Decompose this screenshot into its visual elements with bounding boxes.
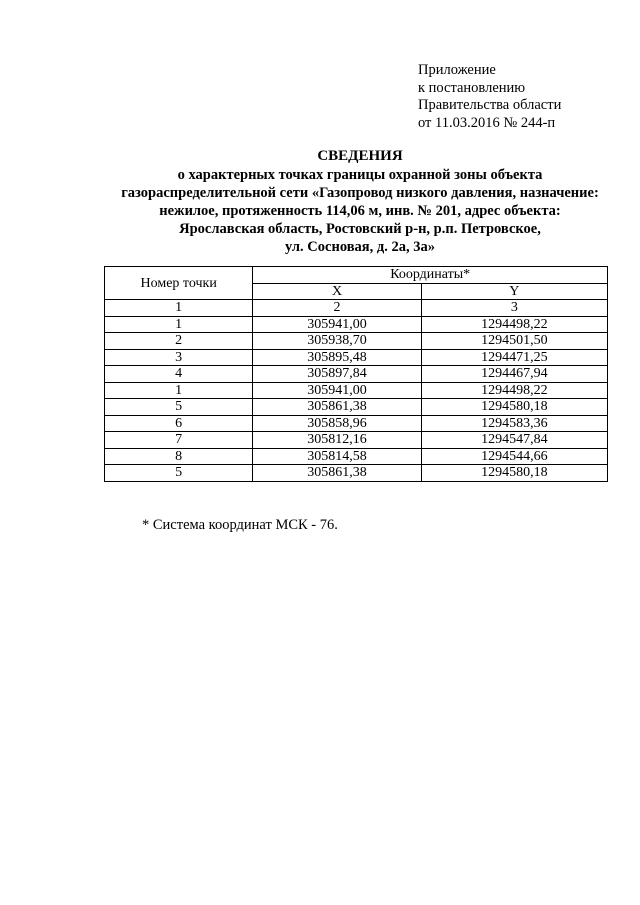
table-row [105,448,608,465]
cell-x: 305812,16 [253,432,421,449]
appendix-line: Правительства области [418,97,562,113]
cell-y: 1294501,50 [421,333,607,350]
appendix-line: Приложение [418,62,496,78]
title-line: газораспределительной сети «Газопровод низкого давления, назначение: [121,185,599,201]
appendix-note [418,62,561,132]
coordinates-table [104,266,608,482]
cell-x: 305861,38 [253,465,421,482]
cell-point-number: 1 [105,382,253,399]
cell-y: 1294580,18 [421,399,607,416]
cell-y: 1294583,36 [421,415,607,432]
table-row [105,333,608,350]
cell-y: 1294467,94 [421,366,607,383]
cell-point-number: 8 [105,448,253,465]
column-number-row [105,300,608,317]
title-line: ул. Сосновая, д. 2а, 3а» [285,239,435,255]
header-y: Y [421,283,607,300]
table-header-row [105,267,608,284]
column-number: 1 [105,300,253,317]
footnote: * Система координат МСК - 76. [142,517,338,533]
table-row [105,415,608,432]
title-line: Ярославская область, Ростовский р-н, р.п. Петровское, [179,221,541,237]
header-coordinates: Координаты* [253,267,608,284]
column-number: 3 [421,300,607,317]
cell-point-number: 5 [105,465,253,482]
cell-y: 1294580,18 [421,465,607,482]
cell-point-number: 7 [105,432,253,449]
table-row [105,366,608,383]
header-x: X [253,283,421,300]
table-row [105,382,608,399]
cell-y: 1294547,84 [421,432,607,449]
cell-point-number: 3 [105,349,253,366]
cell-x: 305814,58 [253,448,421,465]
table-row [105,432,608,449]
cell-point-number: 1 [105,316,253,333]
table-row [105,349,608,366]
cell-x: 305941,00 [253,316,421,333]
column-number: 2 [253,300,421,317]
appendix-line: от 11.03.2016 № 244-п [418,114,556,131]
appendix-line: к постановлению [418,79,526,96]
title-heading: СВЕДЕНИЯ [317,148,403,164]
cell-y: 1294471,25 [421,349,607,366]
header-point-number: Номер точки [105,267,253,300]
cell-y: 1294498,22 [421,316,607,333]
cell-x: 305897,84 [253,366,421,383]
cell-x: 305858,96 [253,415,421,432]
title-line: нежилое, протяженность 114,06 м, инв. № 201, адрес объекта: [159,203,561,219]
table-row [105,399,608,416]
cell-y: 1294544,66 [421,448,607,465]
cell-point-number: 2 [105,333,253,350]
cell-point-number: 6 [105,415,253,432]
cell-x: 305895,48 [253,349,421,366]
document-title [95,147,625,256]
cell-point-number: 4 [105,366,253,383]
table-row [105,316,608,333]
cell-point-number: 5 [105,399,253,416]
cell-x: 305938,70 [253,333,421,350]
cell-y: 1294498,22 [421,382,607,399]
table-row [105,465,608,482]
cell-x: 305941,00 [253,382,421,399]
title-line: о характерных точках границы охранной зоны объекта [177,167,543,183]
cell-x: 305861,38 [253,399,421,416]
